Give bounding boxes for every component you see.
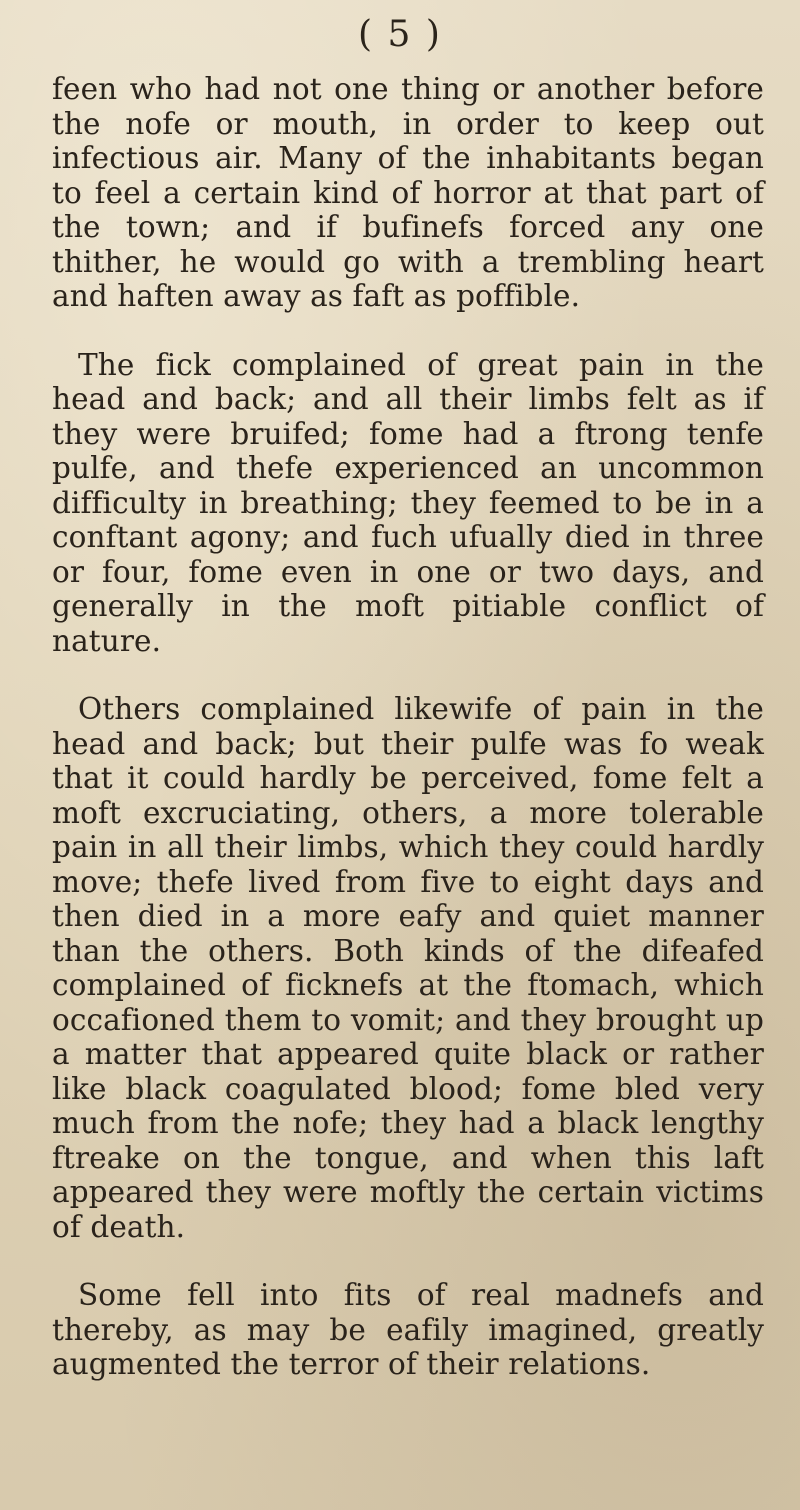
body-text bbox=[52, 72, 764, 1382]
paragraph-madness: Some fell into fits of real madnefs and thereby, as may be eafily imagined, greatly augmented the terror of their relations. bbox=[52, 1278, 764, 1381]
paragraph-symptoms-acute: The fick complained of great pain in the head and back; and all their limbs felt as if they were bruifed; fome had a ftrong tenfe pulfe, and thefe experienced an uncommon difficulty in breathing; they feemed to be in a conftant agony; and fuch ufually died in three or four, fome even in one or two days, and generally in the moft pitiable conflict of nature. bbox=[52, 347, 764, 658]
paragraph-continuation: feen who had not one thing or another before the nofe or mouth, in order to keep out infectious air. Many of the inhabitants began to feel a certain kind of horror at that part of the town; and if bufinefs forced any one thither, he would go with a trembling heart and haften away as faft as poffible. bbox=[52, 72, 764, 313]
paragraph-symptoms-weak-pulse: Others complained likewife of pain in the head and back; but their pulfe was fo weak that it could hardly be perceived, fome felt a moft excruciating, others, a more tolerable pain in all their limbs, which they could hardly move; thefe lived from five to eight days and then died in a more eafy and quiet manner than the others. Both kinds of the difeafed complained of ficknefs at the ftomach, which occafioned them to vomit; and they brought up a matter that appeared quite black or rather like black coagulated blood; fome bled very much from the nofe; they had a black lengthy ftreake on the tongue, and when this laft appeared they were moftly the certain victims of death. bbox=[52, 692, 764, 1244]
page-number: ( 5 ) bbox=[358, 14, 442, 55]
